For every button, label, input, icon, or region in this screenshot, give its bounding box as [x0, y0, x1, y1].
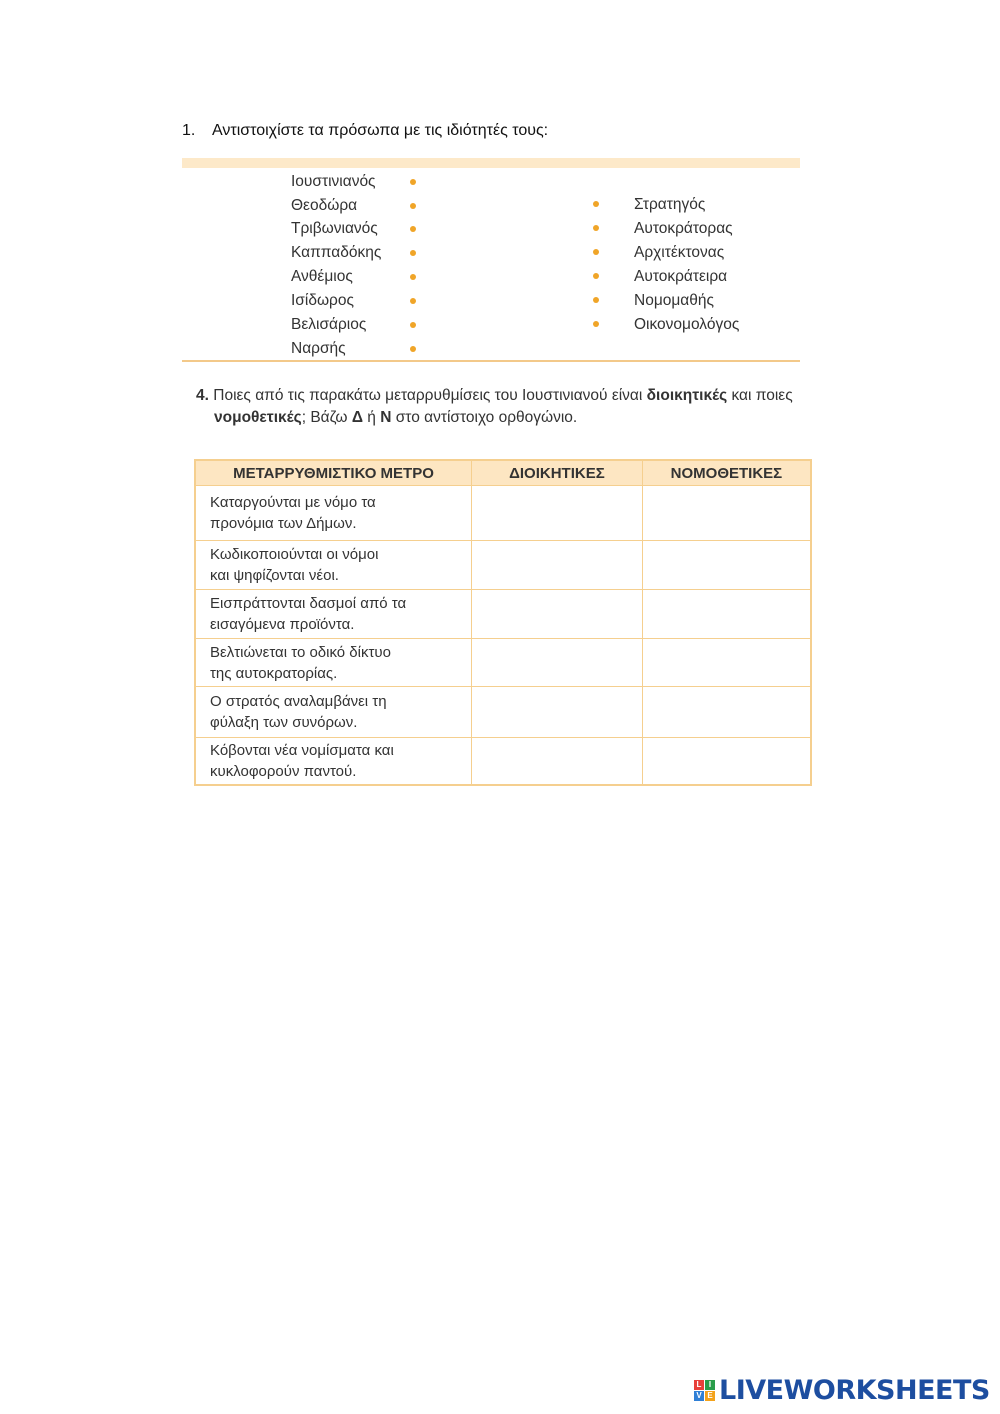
role-connector-dot[interactable] [593, 297, 599, 303]
measure-cell [195, 486, 471, 541]
role-item: Αρχιτέκτονας [634, 244, 725, 261]
table-row [195, 738, 811, 786]
table-row [195, 687, 811, 738]
measure-cell [195, 590, 471, 639]
legislative-answer-cell[interactable] [642, 541, 811, 590]
column-header-measure: ΜΕΤΑΡΡΥΘΜΙΣΤΙΚΟ ΜΕΤΡΟ [195, 460, 471, 486]
exercise-4-emphasis: Δ [351, 409, 363, 426]
logo-tile: I [705, 1380, 715, 1390]
measure-text: Κωδικοποιούνται οι νόμοι [210, 546, 379, 563]
role-connector-dot[interactable] [593, 225, 599, 231]
administrative-answer-cell[interactable] [471, 687, 642, 738]
role-item: Οικονομολόγος [634, 316, 740, 333]
person-item: Τριβωνιανός [291, 220, 378, 237]
legislative-answer-cell[interactable] [642, 590, 811, 639]
column-header-administrative: ΔΙΟΙΚΗΤΙΚΕΣ [471, 460, 642, 486]
person-item: Ανθέμιος [291, 268, 353, 285]
person-connector-dot[interactable] [410, 226, 416, 232]
measure-cell [195, 687, 471, 738]
exercise-1-number: 1. [182, 122, 196, 139]
exercise-4-emphasis: Ν [380, 409, 392, 426]
exercise-4-emphasis: νομοθετικές [214, 409, 302, 426]
measure-text: εισαγόμενα προϊόντα. [210, 616, 355, 633]
person-connector-dot[interactable] [410, 322, 416, 328]
measure-text: Εισπράττονται δασμοί από τα [210, 595, 407, 612]
measure-cell [195, 541, 471, 590]
role-connector-dot[interactable] [593, 249, 599, 255]
exercise-4-text: Ποιες από τις παρακάτω μεταρρυθμίσεις του Ιουστινιανού είναι [213, 387, 643, 404]
person-connector-dot[interactable] [410, 298, 416, 304]
measure-cell [195, 738, 471, 786]
measure-cell [195, 639, 471, 687]
administrative-answer-cell[interactable] [471, 486, 642, 541]
measure-text: Κόβονται νέα νομίσματα και [210, 742, 394, 759]
legislative-answer-cell[interactable] [642, 738, 811, 786]
exercise-4-number: 4. [196, 387, 209, 404]
table-header-row [195, 460, 811, 486]
administrative-answer-cell[interactable] [471, 541, 642, 590]
person-item: Ιουστινιανός [291, 173, 376, 190]
reforms-table [194, 459, 812, 786]
person-connector-dot[interactable] [410, 346, 416, 352]
logo-tile: L [694, 1380, 704, 1390]
exercise-4-text: και ποιες [731, 387, 793, 404]
role-item: Αυτοκράτορας [634, 220, 733, 237]
role-item: Αυτοκράτειρα [634, 268, 728, 285]
role-connector-dot[interactable] [593, 273, 599, 279]
column-header-legislative: ΝΟΜΟΘΕΤΙΚΕΣ [642, 460, 811, 486]
exercise-4-text: ; Βάζω [301, 409, 348, 426]
person-item: Καππαδόκης [291, 244, 382, 261]
liveworksheets-logo [694, 1375, 990, 1405]
logo-text: LIVEWORKSHEETS [719, 1374, 990, 1406]
measure-text: Ο στρατός αναλαμβάνει τη [210, 693, 387, 710]
measure-text: Καταργούνται με νόμο τα [210, 494, 376, 511]
exercise-4-instruction [196, 385, 816, 429]
role-connector-dot[interactable] [593, 201, 599, 207]
table-row [195, 486, 811, 541]
logo-tile: V [694, 1391, 704, 1401]
measure-text: προνόμια των Δήμων. [210, 515, 357, 532]
person-connector-dot[interactable] [410, 179, 416, 185]
exercise-4-text: στο αντίστοιχο ορθογώνιο. [395, 409, 578, 426]
person-item: Ισίδωρος [291, 292, 354, 309]
table-row [195, 639, 811, 687]
logo-mark-icon [694, 1380, 715, 1401]
person-item: Ναρσής [291, 340, 346, 357]
measure-text: Βελτιώνεται το οδικό δίκτυο [210, 643, 391, 661]
administrative-answer-cell[interactable] [471, 639, 642, 687]
logo-tile: E [705, 1391, 715, 1401]
person-item: Θεοδώρα [291, 197, 358, 214]
table-row [195, 541, 811, 590]
administrative-answer-cell[interactable] [471, 738, 642, 786]
exercise-4-emphasis: διοικητικές [646, 387, 728, 404]
legislative-answer-cell[interactable] [642, 639, 811, 687]
measure-text: και ψηφίζονται νέοι. [210, 567, 339, 584]
role-item: Στρατηγός [634, 196, 706, 213]
person-item: Βελισάριος [291, 316, 367, 333]
measure-text: φύλαξη των συνόρων. [210, 714, 358, 731]
legislative-answer-cell[interactable] [642, 687, 811, 738]
exercise-4-text: ή [367, 409, 376, 426]
legislative-answer-cell[interactable] [642, 486, 811, 541]
measure-text: της αυτοκρατορίας. [210, 664, 338, 682]
role-connector-dot[interactable] [593, 321, 599, 327]
person-connector-dot[interactable] [410, 274, 416, 280]
role-item: Νομομαθής [634, 292, 714, 309]
exercise-1-instruction [182, 122, 548, 140]
administrative-answer-cell[interactable] [471, 590, 642, 639]
person-connector-dot[interactable] [410, 250, 416, 256]
exercise-1-text: Αντιστοιχίστε τα πρόσωπα με τις ιδιότητές τους: [212, 122, 549, 139]
table-row [195, 590, 811, 639]
measure-text: κυκλοφορούν παντού. [210, 763, 357, 780]
person-connector-dot[interactable] [410, 203, 416, 209]
